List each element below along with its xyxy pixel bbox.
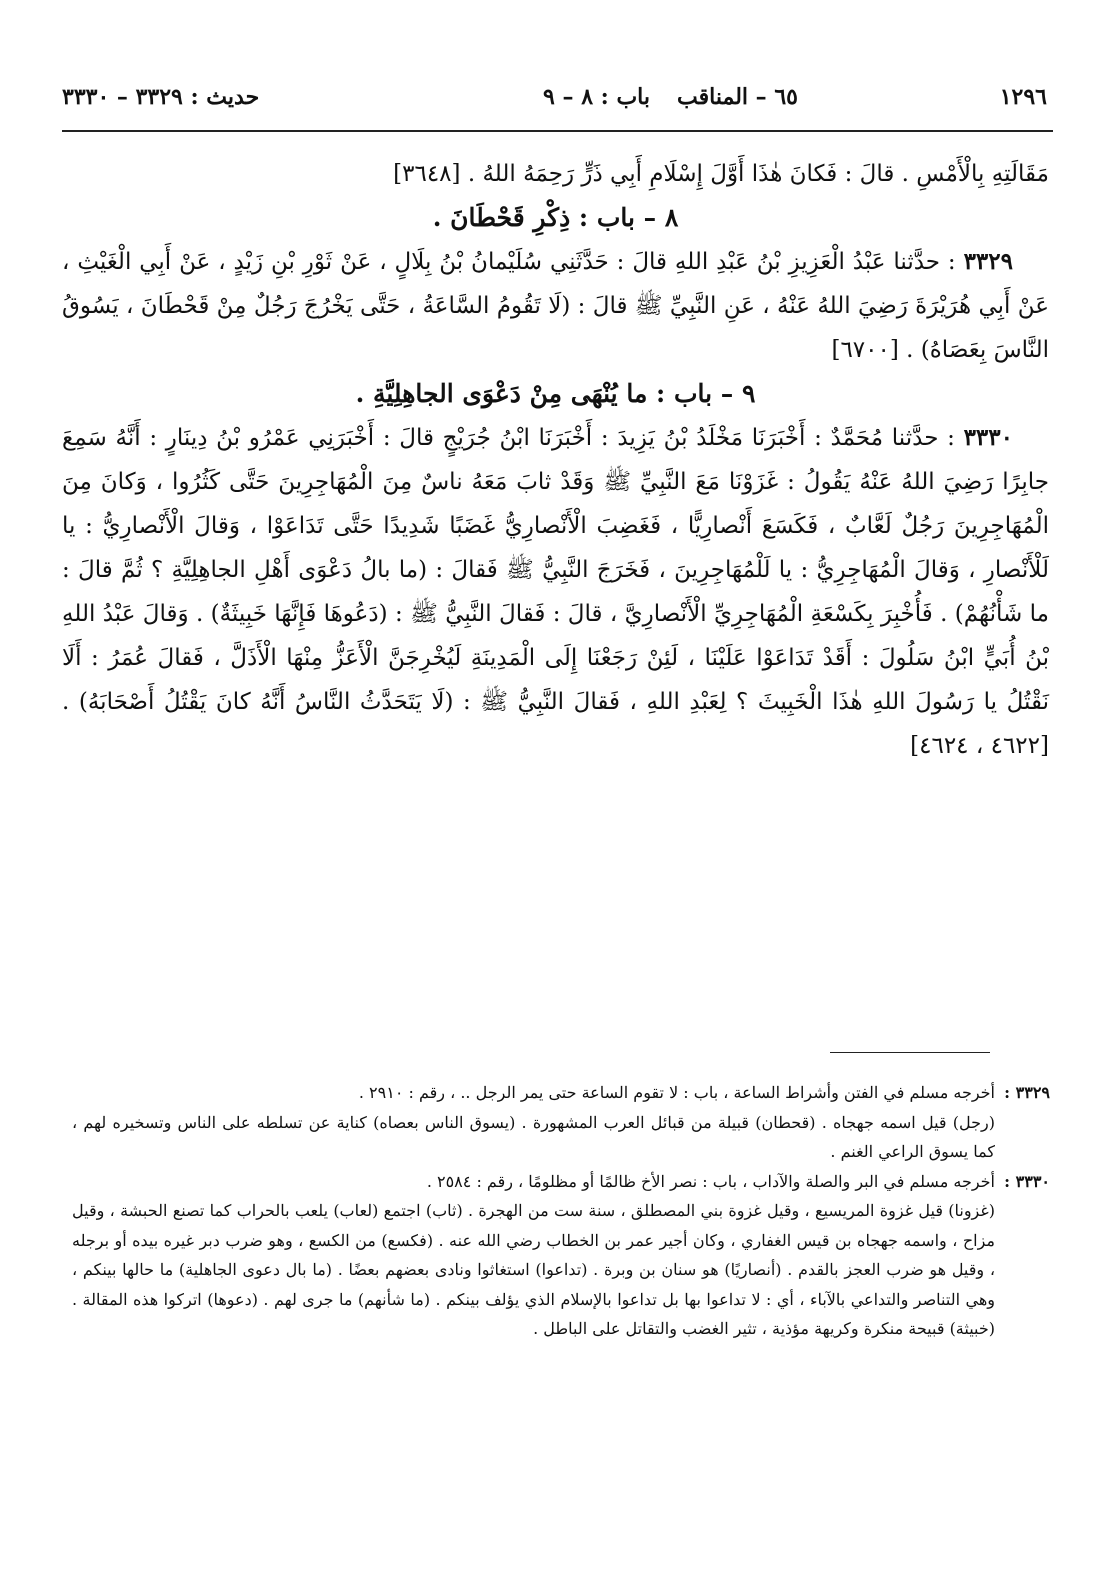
footnote-divider — [830, 1052, 990, 1053]
hadith-3329-text: : حدَّثنا عَبْدُ الْعَزِيزِ بْنُ عَبْدِ اللهِ قالَ : حَدَّثَنِي سُلَيْمانُ بْنُ بِلَالٍ ، عَنْ ثَوْرِ بْنِ زَيْدٍ ، عَنْ أَبِي الْغَيْثِ ، عَنْ أَبِي هُرَيْرَةَ رَضِيَ اللهُ عَنْهُ ، عَنِ النَّبِيِّ ﷺ قالَ : (لَا تَقُومُ السَّاعَةُ ، حَتَّى يَخْرُجَ رَجُلٌ مِنْ قَحْطَانَ ، يَسُوقُ النَّاسَ بِعَصَاهُ) . [٦٧٠٠] — [62, 249, 1049, 363]
book-title: ٦٥ – المناقب — [677, 84, 798, 110]
bab-range: باب : ٨ – ٩ — [543, 84, 650, 110]
footnote-3330 — [72, 1167, 1050, 1344]
continuation-paragraph: مَقَالَتِهِ بِالْأَمْسِ . قالَ : فَكانَ هٰذَا أَوَّلَ إِسْلَامِ أَبِي ذَرٍّ رَحِمَهُ اللهُ . [٣٦٤٨] — [393, 161, 1049, 187]
page-number: ١٢٩٦ — [999, 84, 1047, 110]
hadith-3330-number: ٣٣٣٠ — [963, 424, 1013, 451]
hadith-3330 — [62, 416, 1049, 768]
footnote-3329-source: أخرجه مسلم في الفتن وأشراط الساعة ، باب : لا تقوم الساعة حتى يمر الرجل .. ، رقم : ٢٩١٠ . — [358, 1083, 995, 1102]
footnote-3330-number: ٣٣٣٠ : — [1004, 1171, 1050, 1191]
footnote-3330-glossary: (غزونا) قيل غزوة المريسيع ، وقيل غزوة بني المصطلق ، سنة ست من الهجرة . (ثاب) اجتمع (لعاب) يلعب بالحراب كما تصنع الحبشة ، وقيل مزاح ، واسمه جهجاه بن قيس الغفاري ، وكان أجير عمر بن الخطاب رضي الله عنه . (فكسع) من الكسع ، وهو ضرب دبر غيره بيده أو برجله ، وقيل هو ضرب العجز بالقدم . (أنصاريًا) هو سنان بن وبرة . (تداعوا) استغاثوا ونادى بعضهم بعضًا . (ما بال دعوى الجاهلية) ما حالها بينكم ، وهي التناصر والتداعي بالآباء ، أي : لا تداعوا بها بل تداعوا بالإسلام الذي يؤلف بينكم . (ما شأنهم) ما جرى لهم . (دعوها) اتركوا هذه المقالة . (خبيثة) قبيحة منكرة وكريهة مؤذية ، تثير الغضب والتقاتل على الباطل . — [72, 1201, 995, 1338]
footnote-3330-source: أخرجه مسلم في البر والصلة والآداب ، باب : نصر الأخ ظالمًا أو مظلومًا ، رقم : ٢٥٨٤ . — [426, 1171, 995, 1191]
hadith-3329 — [62, 240, 1049, 372]
hadith-3329-number: ٣٣٢٩ — [963, 248, 1013, 275]
running-header — [62, 84, 1053, 124]
bab-8-heading: ٨ – باب : ذِكْرِ قَحْطَانَ . — [432, 203, 679, 232]
hadith-range: حديث : ٣٣٢٩ – ٣٣٣٠ — [62, 84, 260, 110]
footnote-3329-number: ٣٣٢٩ : — [1004, 1083, 1050, 1102]
bab-9-heading: ٩ – باب : ما يُنْهَى مِنْ دَعْوَى الجاهِلِيَّةِ . — [355, 379, 756, 408]
footnote-3329 — [72, 1078, 1050, 1167]
footnotes — [72, 1078, 1050, 1344]
main-text — [62, 152, 1049, 768]
hadith-3330-text: : حدَّثنا مُحَمَّدٌ : أَخْبَرَنَا مَخْلَدُ بْنُ يَزِيدَ : أَخْبَرَنَا ابْنُ جُرَيْجٍ قالَ : أَخْبَرَنِي عَمْرُو بْنُ دِينَارٍ : أَنَّهُ سَمِعَ جابِرًا رَضِيَ اللهُ عَنْهُ يَقُولُ : غَزَوْنَا مَعَ النَّبِيِّ ﷺ وَقَدْ ثابَ مَعَهُ ناسٌ مِنَ الْمُهَاجِرِينَ حَتَّى كَثُرُوا ، وَكانَ مِنَ الْمُهَاجِرِينَ رَجُلٌ لَعَّابٌ ، فَكَسَعَ أَنْصارِيًّا ، فَغَضِبَ الْأَنْصارِيُّ غَضَبًا شَدِيدًا حَتَّى تَدَاعَوْا ، وَقالَ الْأَنْصارِيُّ : يا لَلْأَنْصارِ ، وَقالَ الْمُهَاجِرِيُّ : يا لَلْمُهَاجِرِينَ ، فَخَرَجَ النَّبِيُّ ﷺ فَقالَ : (ما بالُ دَعْوَى أَهْلِ الجاهِلِيَّةِ ؟ ثُمَّ قالَ : ما شَأْنُهُمْ) . فَأُخْبِرَ بِكَسْعَةِ الْمُهَاجِرِيِّ الْأَنْصارِيَّ ، قالَ : فَقالَ النَّبِيُّ ﷺ : (دَعُوهَا فَإِنَّهَا خَبِيثَةٌ) . وَقالَ عَبْدُ اللهِ بْنُ أُبَيٍّ ابْنُ سَلُولَ : أَقَدْ تَدَاعَوْا عَلَيْنَا ، لَئِنْ رَجَعْنَا إِلَى الْمَدِينَةِ لَيُخْرِجَنَّ الْأَعَزُّ مِنْهَا الْأَذَلَّ ، فَقالَ عُمَرُ : أَلَا نَقْتُلُ يا رَسُولَ اللهِ هٰذَا الْخَبِيثَ ؟ لِعَبْدِ اللهِ ، فَقالَ النَّبِيُّ ﷺ : (لَا يَتَحَدَّثُ النَّاسُ أَنَّهُ كانَ يَقْتُلُ أَصْحَابَهُ) . [٤٦٢٢ ، ٤٦٢٤] — [62, 425, 1049, 759]
header-divider — [62, 130, 1053, 132]
footnote-3329-glossary: (رجل) قيل اسمه جهجاه . (قحطان) قبيلة من قبائل العرب المشهورة . (يسوق الناس بعصاه) كناية عن تسلطه على الناس وتسخيره لهم ، كما يسوق الراعي الغنم . — [72, 1112, 995, 1161]
